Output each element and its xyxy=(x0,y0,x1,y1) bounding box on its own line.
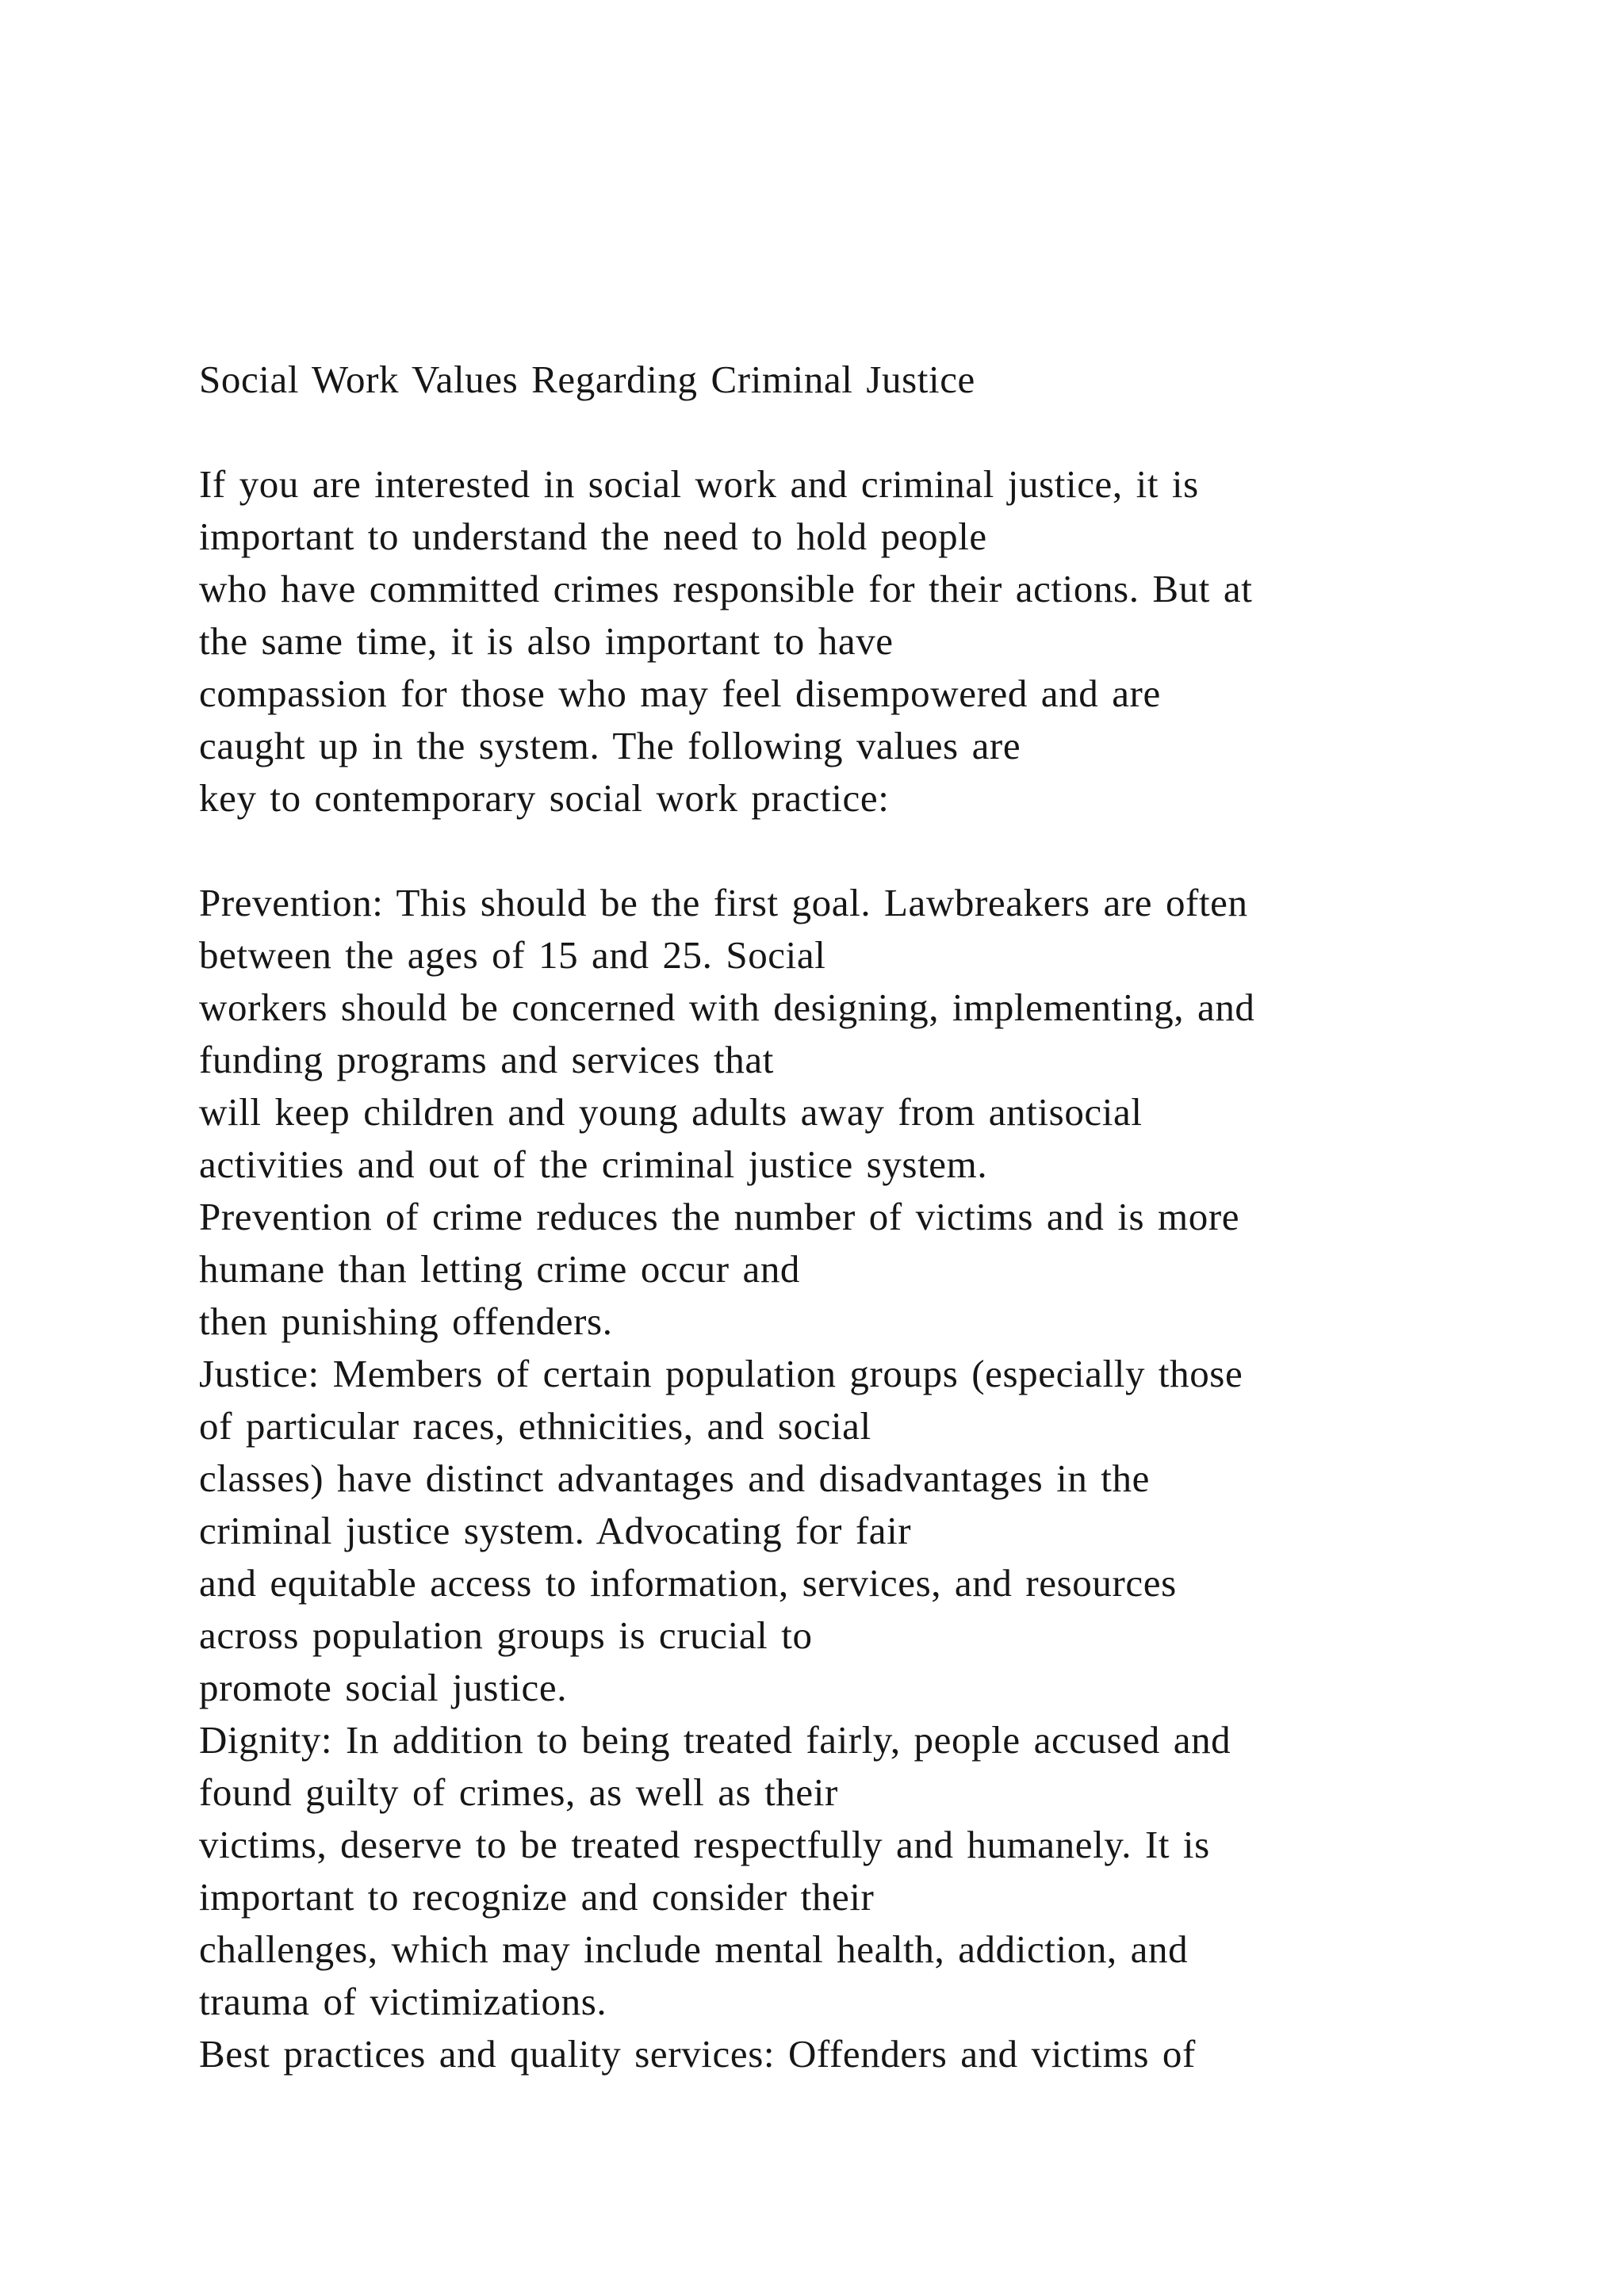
document-title: Social Work Values Regarding Criminal Justice xyxy=(199,358,975,401)
text-line: across population groups is crucial to xyxy=(199,1613,813,1657)
document-body xyxy=(199,354,1468,2080)
text-line: victims, deserve to be treated respectfully and humanely. It is xyxy=(199,1823,1210,1866)
text-line: criminal justice system. Advocating for fair xyxy=(199,1509,912,1552)
text-line: who have committed crimes responsible for their actions. But at xyxy=(199,567,1253,610)
text-line: the same time, it is also important to have xyxy=(199,619,894,663)
text-line: will keep children and young adults away from antisocial xyxy=(199,1090,1143,1134)
text-line: Dignity: In addition to being treated fairly, people accused and xyxy=(199,1718,1231,1762)
text-line: challenges, which may include mental health, addiction, and xyxy=(199,1927,1189,1971)
text-line: of particular races, ethnicities, and social xyxy=(199,1404,871,1448)
paragraph-spacer xyxy=(199,406,1468,458)
text-line: key to contemporary social work practice: xyxy=(199,776,890,820)
text-line: and equitable access to information, services, and resources xyxy=(199,1561,1177,1605)
text-line: Prevention of crime reduces the number of victims and is more xyxy=(199,1195,1240,1238)
text-line: If you are interested in social work and criminal justice, it is xyxy=(199,462,1199,506)
text-line: funding programs and services that xyxy=(199,1038,774,1081)
text-line: workers should be concerned with designing, implementing, and xyxy=(199,985,1255,1029)
text-line: caught up in the system. The following values are xyxy=(199,724,1021,767)
text-line: Prevention: This should be the first goal. Lawbreakers are often xyxy=(199,881,1248,924)
intro-paragraph xyxy=(199,458,1468,825)
text-line: promote social justice. xyxy=(199,1666,568,1709)
text-line: humane than letting crime occur and xyxy=(199,1247,801,1291)
text-line: classes) have distinct advantages and disadvantages in the xyxy=(199,1456,1150,1500)
text-line: important to understand the need to hold people xyxy=(199,515,987,558)
text-line: Justice: Members of certain population groups (especially those xyxy=(199,1352,1243,1395)
text-line: Best practices and quality services: Offenders and victims of xyxy=(199,2032,1196,2076)
text-line: found guilty of crimes, as well as their xyxy=(199,1770,838,1814)
text-line: trauma of victimizations. xyxy=(199,1980,607,2023)
text-line: then punishing offenders. xyxy=(199,1299,613,1343)
values-section xyxy=(199,877,1468,2080)
text-line: activities and out of the criminal justice system. xyxy=(199,1142,988,1186)
text-line: compassion for those who may feel disempowered and are xyxy=(199,672,1161,715)
text-line: important to recognize and consider their xyxy=(199,1875,875,1919)
paragraph-spacer xyxy=(199,825,1468,877)
text-line: between the ages of 15 and 25. Social xyxy=(199,933,826,977)
